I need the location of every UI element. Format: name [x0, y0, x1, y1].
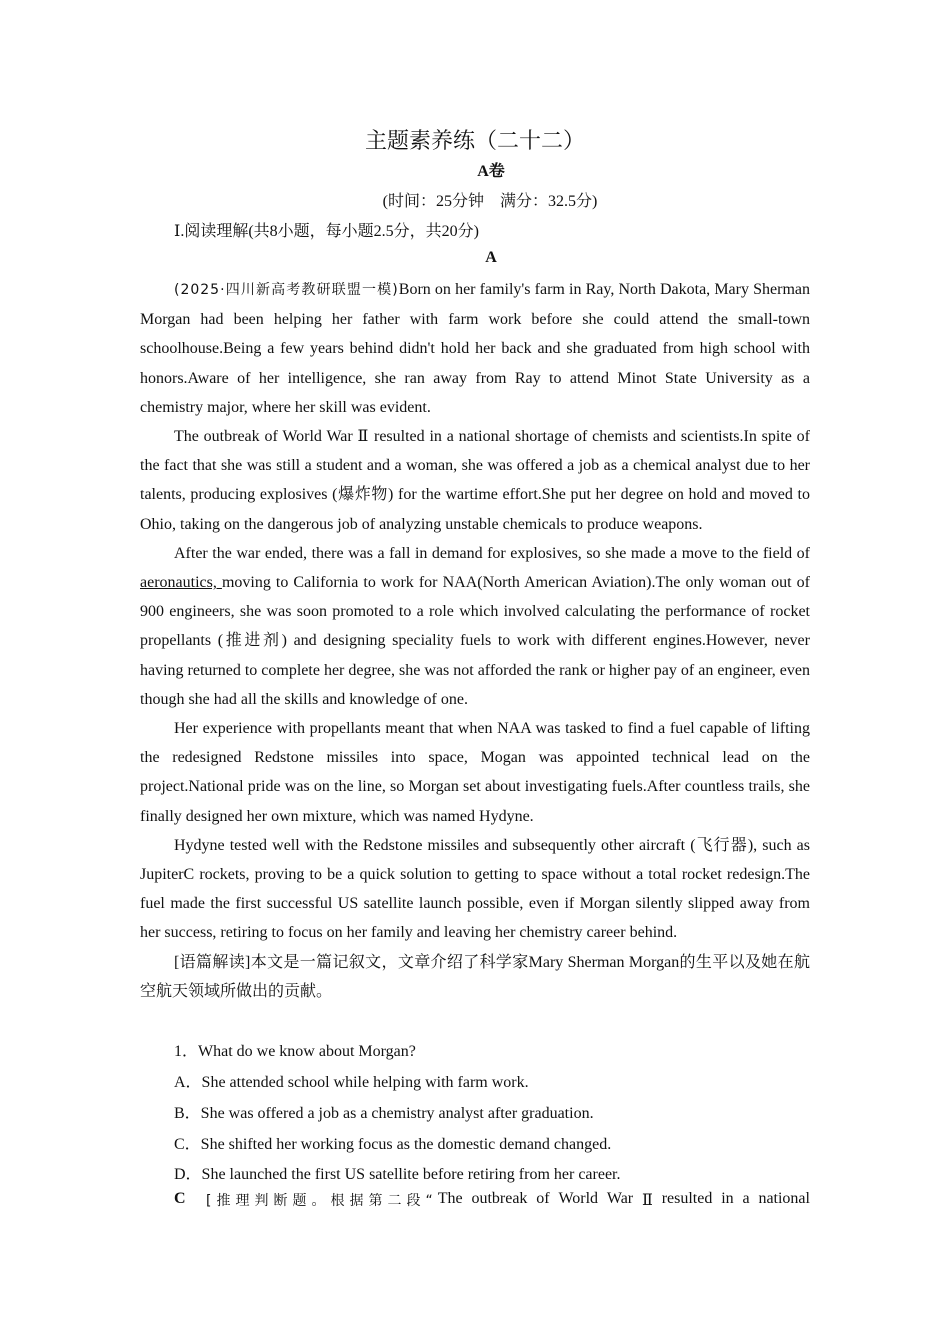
time-info: (时间：25分钟 满分：32.5分) — [382, 193, 598, 210]
analysis-lead: [推理判断题。根据第二段“ — [206, 1193, 438, 1209]
passage-letter: A — [485, 249, 497, 266]
paragraph-1-text: Born on her family's farm in Ray, North Dakota, Mary Sherman Morgan had been helping her father with farm work before she could attend the small-town schoolhouse.Being a few years behind didn't hold her back and she graduated from high school with honors.Aware of her intelligence, she ran away from Ray to attend Minot State University as a chemistry major, where her skill was evident. — [140, 281, 811, 416]
section-heading: Ⅰ.阅读理解(共8小题，每小题2.5分，共20分) — [174, 223, 479, 240]
option-b: B．She was offered a job as a chemistry analyst after graduation. — [174, 1105, 594, 1122]
paragraph-2: The outbreak of World War Ⅱ resulted in a national shortage of chemists and scientists.In spite of the fact that she was still a student and a woman, she was offered a job as a chemical analyst due to her talents, producing explosives (爆炸物) for the wartime effort.She put her degree on hold and moved to Ohio, taking on the dangerous job of analyzing unstable chemicals to produce weapons. — [140, 428, 810, 533]
quote-word: World — [558, 1190, 599, 1207]
summary-label: [语篇解读] — [174, 953, 251, 971]
quote-word: in — [721, 1190, 734, 1207]
paragraph-3-start: After the war ended, there was a fall in demand for explosives, so she made a move to the field of — [174, 544, 810, 562]
paragraph-3-rest: moving to California to work for NAA(North American Aviation).The only woman out of 900 engineers, she was soon promoted to a role which involved calculating the performance of rocket propellants (推进剂) and designing speciality fuels to work with different engines.However, never having returned to complete her degree, she was not afforded the rank or higher pay of an engineer, even though she had all the skills and knowledge of one. — [140, 574, 810, 708]
option-d: D．She launched the first US satellite before retiring from her career. — [174, 1166, 621, 1183]
quote-word: War — [606, 1190, 634, 1207]
paragraph-1 — [140, 275, 810, 422]
paragraph-4: Her experience with propellants meant that when NAA was tasked to find a fuel capable of lifting the redesigned Redstone missiles into space, Mogan was appointed technical lead on the project.National pride was on the line, so Morgan set about investigating fuels.After countless trails, she finally designed her own mixture, which was named Hydyne. — [140, 720, 810, 825]
paragraph-5: Hydyne tested well with the Redstone missiles and subsequently other aircraft (飞行器), such as JupiterC rockets, proving to be a quick solution to getting to space without a total rocket redesign.The fuel made the first successful US satellite launch possible, even if Morgan silently slipped away from her success, retiring to focus on her family and leaving her chemistry career behind. — [140, 836, 810, 942]
quote-word: a — [742, 1190, 750, 1207]
quote-word: of — [536, 1190, 550, 1207]
question-stem: 1．What do we know about Morgan? — [174, 1043, 416, 1060]
option-c: C．She shifted her working focus as the domestic demand changed. — [174, 1136, 612, 1153]
option-a: A．She attended school while helping with farm work. — [174, 1074, 529, 1091]
analysis-quote — [438, 1190, 810, 1210]
underlined-word: aeronautics, — [140, 574, 222, 592]
passage-body — [140, 275, 810, 1006]
passage-source: (2025·四川新高考教研联盟一模) — [174, 282, 399, 298]
paragraph-3 — [140, 539, 810, 714]
summary-paragraph — [140, 948, 810, 1006]
volume-label: A卷 — [477, 163, 505, 180]
answer-letter: C — [174, 1190, 186, 1207]
answer-analysis — [174, 1190, 810, 1210]
quote-word: Ⅱ — [641, 1192, 653, 1209]
summary-text: 本文是一篇记叙文，文章介绍了科学家Mary Sherman Morgan的生平以及她在航空航天领域所做出的贡献。 — [140, 953, 810, 1000]
quote-word: outbreak — [471, 1190, 528, 1207]
quote-word: national — [758, 1190, 810, 1207]
page-title: 主题素养练（二十二） — [364, 129, 585, 154]
quote-word: resulted — [661, 1190, 713, 1207]
quote-word: The — [437, 1190, 463, 1207]
